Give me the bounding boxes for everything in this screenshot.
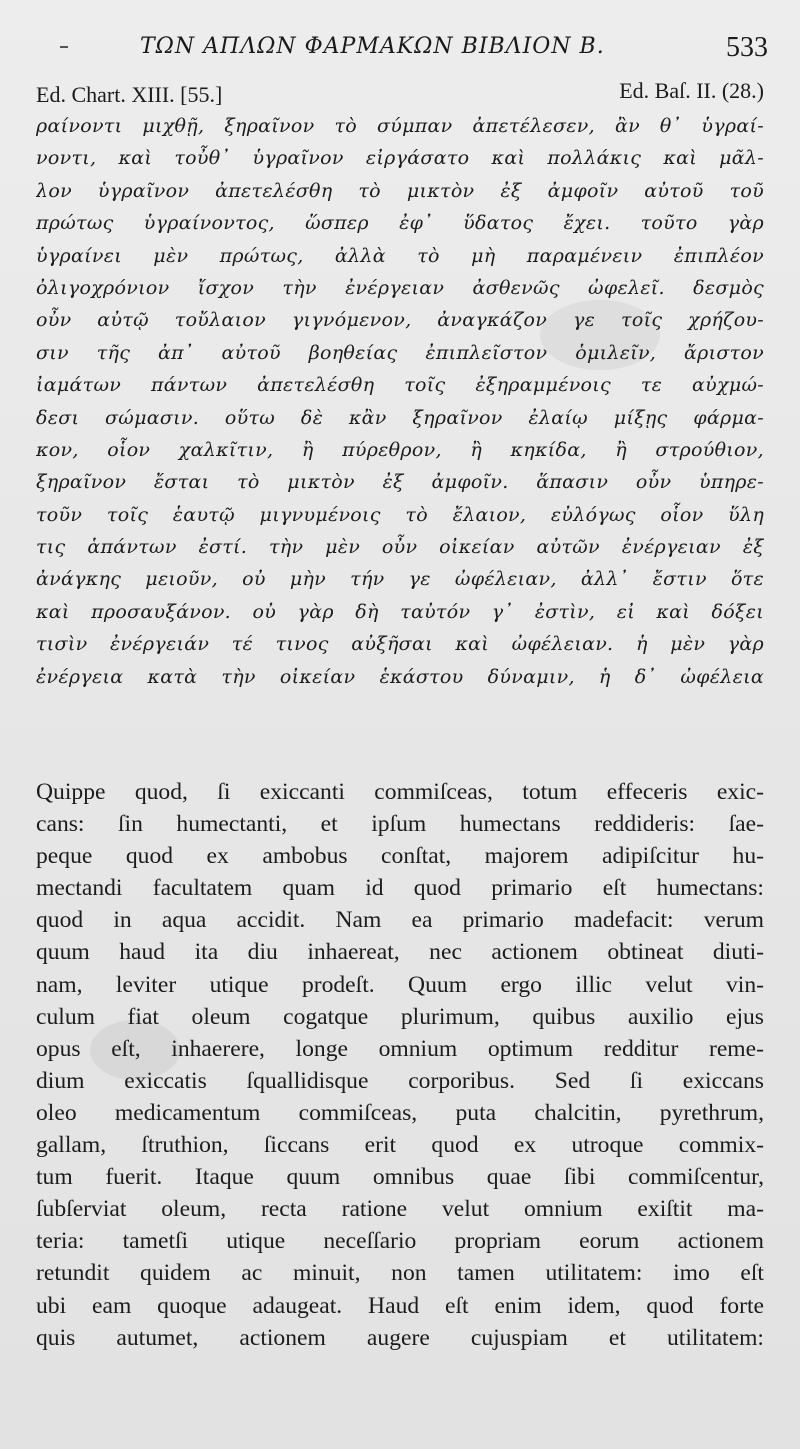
latin-line: teria: tametſi utique neceſſario propriam eorum actionem <box>36 1228 764 1255</box>
header-dash <box>60 46 68 48</box>
greek-line: τισὶν ἐνέργειάν τέ τινος αὐξῆσαι καὶ ὠφέλειαν. ἡ μὲν γὰρ <box>36 633 764 656</box>
latin-line: quod in aqua accidit. Nam ea primario madefacit: verum <box>36 907 764 934</box>
greek-line: ὀλιγοχρόνιον ἴσχον τὴν ἐνέργειαν ἀσθενῶς ὠφελεῖ. δεσμὸς <box>36 276 764 299</box>
greek-line: ξηραῖνον ἔσται τὸ μικτὸν ἐξ ἀμφοῖν. ἅπασιν οὖν ὑπηρε- <box>36 471 764 494</box>
latin-line: gallam, ſtruthion, ſiccans erit quod ex utroque commix- <box>36 1132 764 1159</box>
greek-text-block <box>36 110 764 693</box>
edition-chartier: Ed. Chart. XIII. [55.] <box>36 82 223 107</box>
greek-line: ἰαμάτων πάντων ἀπετελέσθη τοῖς ἐξηραμμένοις τε αὐχμώ- <box>36 374 764 397</box>
greek-line: λον ὑγραῖνον ἀπετελέσθη τὸ μικτὸν ἐξ ἀμφοῖν αὐτοῦ τοῦ <box>36 179 764 202</box>
greek-line: δεσι σώμασιν. οὕτω δὲ κἂν ξηραῖνον ἐλαίῳ μίξῃς φάρμα- <box>36 406 764 429</box>
latin-line: ubi eam quoque adaugeat. Haud eſt enim idem, quod forte <box>36 1292 764 1319</box>
latin-line: retundit quidem ac minuit, non tamen utilitatem: imo eſt <box>36 1260 764 1287</box>
greek-line: κον, οἷον χαλκῖτιν, ἢ πύρεθρον, ἢ κηκίδα, ἢ στρούθιον, <box>36 438 764 461</box>
running-title: ΤΩΝ ΑΠΛΩΝ ΦΑΡΜΑΚΩΝ ΒΙΒΛΙΟΝ Β. <box>140 34 605 59</box>
greek-line: σιν τῆς ἀπ᾽ αὐτοῦ βοηθείας ἐπιπλεῖστον ὁμιλεῖν, ἄριστον <box>36 341 764 364</box>
latin-line: opus eſt, inhaerere, longe omnium optimum redditur reme- <box>36 1035 764 1062</box>
greek-line: ἐνέργεια κατὰ τὴν οἰκείαν ἑκάστου δύναμιν, ἡ δ᾽ ὠφέλεια <box>36 665 764 688</box>
greek-line: ἀνάγκης μειοῦν, οὐ μὴν τήν γε ὠφέλειαν, ἀλλ᾽ ἔστιν ὅτε <box>36 568 764 591</box>
latin-line: ſubſerviat oleum, recta ratione velut omnium exiſtit ma- <box>36 1196 764 1223</box>
greek-line: πρώτως ὑγραίνοντος, ὥσπερ ἐφ᾽ ὕδατος ἔχει. τοῦτο γὰρ <box>36 212 764 235</box>
latin-line: dium exiccatis ſquallidisque corporibus. Sed ſi exiccans <box>36 1067 764 1094</box>
latin-line: tum fuerit. Itaque quum omnibus quae ſibi commiſcentur, <box>36 1164 764 1191</box>
latin-line: peque quod ex ambobus conſtat, majorem adipiſcitur hu- <box>36 843 764 870</box>
greek-line: νοντι, καὶ τοὖθ᾽ ὑγραῖνον εἰργάσατο καὶ πολλάκις καὶ μᾶλ- <box>36 147 764 170</box>
greek-line: τις ἁπάντων ἐστί. τὴν μὲν οὖν οἰκείαν αὐτῶν ἐνέργειαν ἐξ <box>36 536 764 559</box>
latin-line: mectandi facultatem quam id quod primario eſt humectans: <box>36 875 764 902</box>
latin-text-block <box>36 776 764 1354</box>
page-number: 533 <box>726 32 768 63</box>
latin-line: oleo medicamentum commiſceas, puta chalcitin, pyrethrum, <box>36 1099 764 1126</box>
greek-line: καὶ προσαυξάνον. οὐ γὰρ δὴ ταὐτόν γ᾽ ἐστὶν, εἰ καὶ δόξει <box>36 600 764 623</box>
latin-line: cans: ſin humectanti, et ipſum humectans reddideris: ſae- <box>36 811 764 838</box>
edition-references <box>36 78 764 112</box>
latin-line: quum haud ita diu inhaereat, nec actionem obtineat diuti- <box>36 939 764 966</box>
running-head <box>0 30 800 66</box>
latin-line: Quippe quod, ſi exiccanti commiſceas, totum effeceris exic- <box>36 779 764 805</box>
edition-basel: Ed. Baſ. II. (28.) <box>619 78 764 103</box>
greek-line: τοῦν τοῖς ἑαυτῷ μιγνυμένοις τὸ ἔλαιον, εὐλόγως οἷον ὕλη <box>36 503 764 526</box>
greek-line: οὖν αὐτῷ τοὔλαιον γιγνόμενον, ἀναγκάζον γε τοῖς χρήζου- <box>36 309 764 332</box>
latin-line: nam, leviter utique prodeſt. Quum ergo illic velut vin- <box>36 971 764 998</box>
greek-line: ραίνοντι μιχθῇ, ξηραῖνον τὸ σύμπαν ἀπετέλεσεν, ἂν θ᾽ ὑγραί- <box>36 115 764 137</box>
latin-line: culum fiat oleum cogatque plurimum, quibus auxilio ejus <box>36 1003 764 1030</box>
latin-line: quis autumet, actionem augere cujuspiam et utilitatem: <box>36 1324 764 1351</box>
greek-line: ὑγραίνει μὲν πρώτως, ἀλλὰ τὸ μὴ παραμένειν ἐπιπλέον <box>36 244 764 267</box>
